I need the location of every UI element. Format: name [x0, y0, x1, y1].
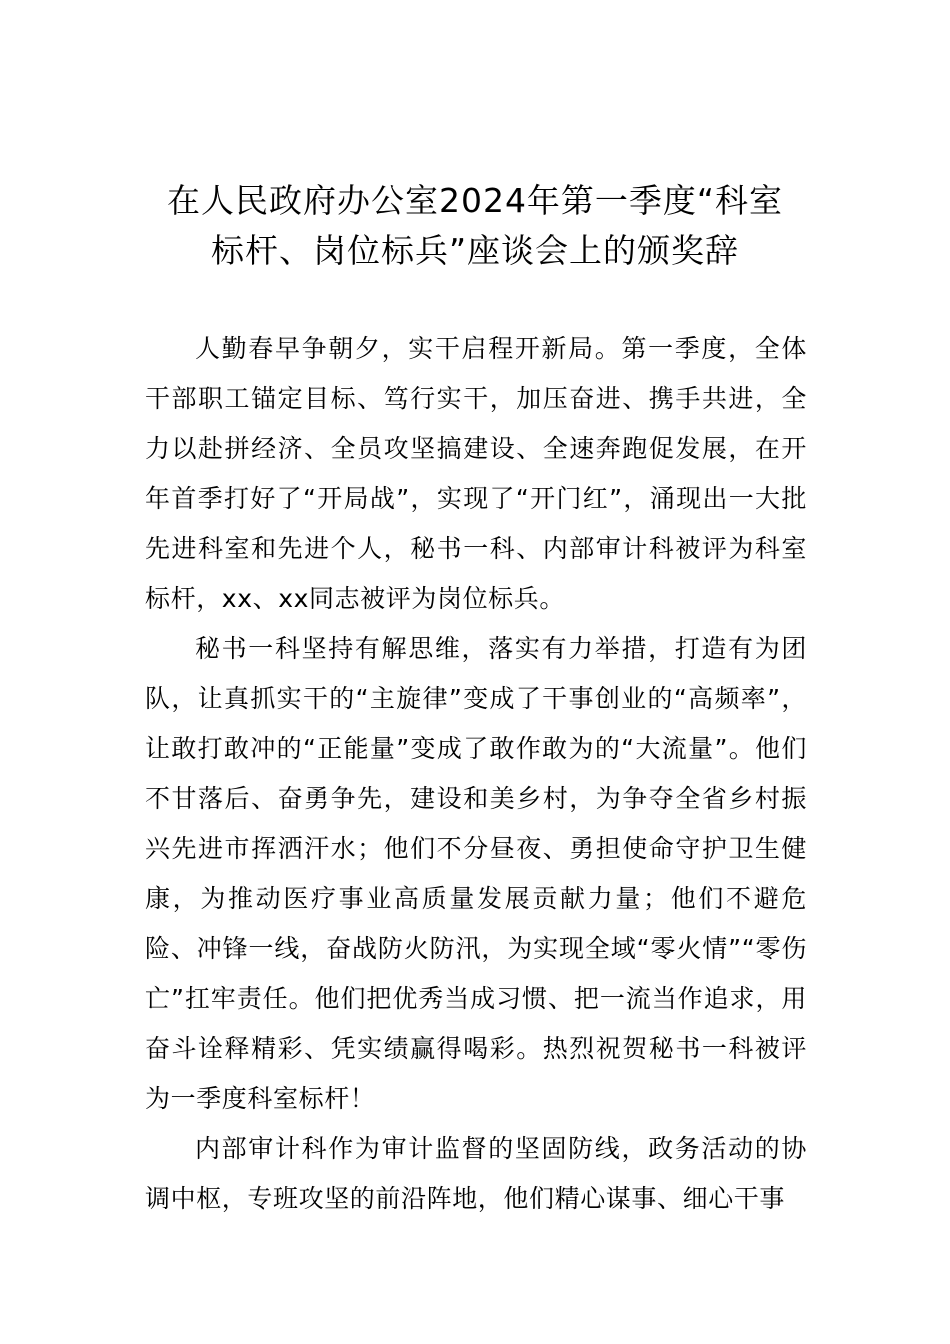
document-body [145, 324, 807, 1224]
paragraph-intro: 人勤春早争朝夕，实干启程开新局。第一季度，全体干部职工锚定目标、笃行实干，加压奋进、携手共进，全力以赴拼经济、全员攻坚搞建设、全速奔跑促发展，在开年首季打好了“开局战”，实现了“开门红”，涌现出一大批先进科室和先进个人，秘书一科、内部审计科被评为科室标杆，xx、xx同志被评为岗位标兵。 [145, 334, 807, 613]
title-line-1: 在人民政府办公室2024年第一季度“科室 [166, 181, 784, 220]
paragraph-internal-audit: 内部审计科作为审计监督的坚固防线，政务活动的协调中枢，专班攻坚的前沿阵地，他们精心谋事、细心干事 [145, 1134, 807, 1213]
paragraph-secretary-section: 秘书一科坚持有解思维，落实有力举措，打造有为团队，让真抓实干的“主旋律”变成了干事创业的“高频率”，让敢打敢冲的“正能量”变成了敢作敢为的“大流量”。他们不甘落后、奋勇争先，建设和美乡村，为争夺全省乡村振兴先进市挥洒汗水；他们不分昼夜、勇担使命守护卫生健康，为推动医疗事业高质量发展贡献力量；他们不避危险、冲锋一线，奋战防火防汛，为实现全域“零火情”“零伤亡”扛牢责任。他们把优秀当成习惯、把一流当作追求，用奋斗诠释精彩、凭实绩赢得喝彩。热烈祝贺秘书一科被评为一季度科室标杆！ [145, 634, 807, 1113]
title-line-2: 标杆、岗位标兵”座谈会上的颁奖辞 [210, 231, 740, 270]
document-title [100, 176, 850, 276]
